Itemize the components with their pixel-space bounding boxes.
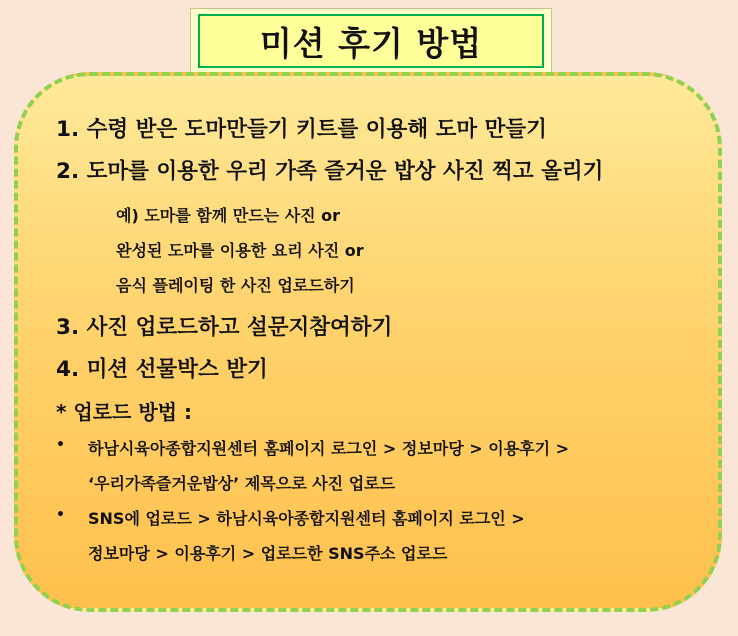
example-line-3: 음식 플레이팅 한 사진 업로드하기 — [116, 276, 355, 295]
title-banner — [190, 8, 552, 74]
step-1: 1. 수령 받은 도마만들기 키트를 이용해 도마 만들기 — [56, 117, 547, 142]
page-title: 미션 후기 방법 — [259, 23, 483, 63]
upload-method-1-line-2: ‘우리가족즐거운밥상’ 제목으로 사진 업로드 — [88, 474, 396, 493]
step-3: 3. 사진 업로드하고 설문지참여하기 — [56, 315, 393, 340]
example-line-2: 완성된 도마를 이용한 요리 사진 or — [116, 241, 364, 260]
upload-method-2-line-2: 정보마당 > 이용후기 > 업로드한 SNS주소 업로드 — [88, 544, 448, 563]
bullet-icon: • — [56, 507, 65, 523]
upload-method-1-line-1: 하남시육아종합지원센터 홈페이지 로그인 > 정보마당 > 이용후기 > — [88, 439, 570, 458]
step-2: 2. 도마를 이용한 우리 가족 즐거운 밥상 사진 찍고 올리기 — [56, 159, 604, 184]
bullet-icon: • — [56, 437, 65, 453]
example-line-1: 예) 도마를 함께 만드는 사진 or — [116, 206, 341, 225]
upload-method-2-line-1: SNS에 업로드 > 하남시육아종합지원센터 홈페이지 로그인 > — [88, 509, 525, 528]
instructions-card — [14, 72, 722, 612]
title-frame — [198, 14, 544, 68]
step-4: 4. 미션 선물박스 받기 — [56, 357, 268, 382]
upload-heading: * 업로드 방법 : — [56, 400, 192, 424]
